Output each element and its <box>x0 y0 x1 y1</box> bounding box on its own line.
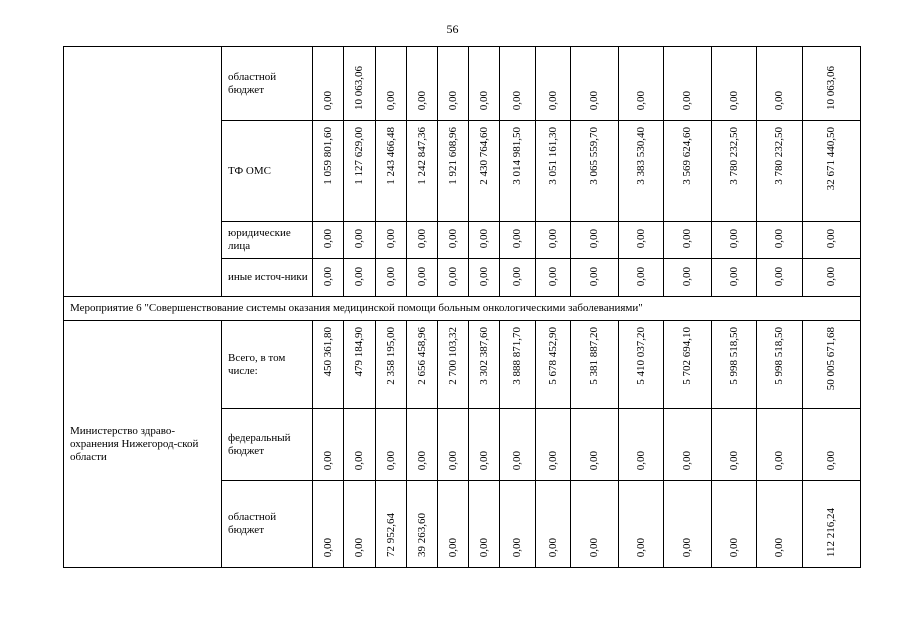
value-text: 0,00 <box>415 228 428 248</box>
value-cell <box>571 222 619 259</box>
value-cell <box>536 259 571 297</box>
value-cell <box>571 259 619 297</box>
value-cell <box>757 409 803 481</box>
value-cell <box>500 222 536 259</box>
value-text: 0,00 <box>825 228 837 248</box>
value-text: 0,00 <box>727 537 740 557</box>
value-text: 2 430 764,60 <box>477 127 490 185</box>
value-cell <box>712 47 757 121</box>
value-text: 3 051 161,30 <box>546 127 559 185</box>
value-cell <box>313 121 344 222</box>
value-text: 0,00 <box>546 228 559 248</box>
value-text: 0,00 <box>415 450 428 470</box>
value-cell <box>757 321 803 409</box>
value-cell <box>536 47 571 121</box>
value-text: 50 005 671,68 <box>825 327 837 391</box>
value-text: 0,00 <box>321 266 334 286</box>
value-cell <box>500 121 536 222</box>
value-cell <box>619 47 664 121</box>
value-text: 0,00 <box>353 228 365 248</box>
value-cell <box>500 321 536 409</box>
value-cell <box>344 222 376 259</box>
value-text: 0,00 <box>321 90 334 110</box>
value-cell <box>571 481 619 568</box>
value-cell <box>619 481 664 568</box>
value-cell <box>376 47 407 121</box>
value-text: 0,00 <box>477 228 490 248</box>
value-cell <box>500 259 536 297</box>
value-text: 0,00 <box>415 90 428 110</box>
value-cell <box>757 121 803 222</box>
value-cell <box>407 481 438 568</box>
value-text: 3 888 871,70 <box>511 327 523 385</box>
value-cell <box>344 47 376 121</box>
value-cell <box>664 259 712 297</box>
value-cell <box>313 481 344 568</box>
table-row <box>64 321 861 409</box>
value-cell <box>438 222 469 259</box>
value-text: 0,00 <box>773 450 785 470</box>
value-text: 0,00 <box>634 266 647 286</box>
value-text: 0,00 <box>511 450 523 470</box>
value-text: 0,00 <box>511 90 523 110</box>
value-text: 0,00 <box>634 228 647 248</box>
value-cell <box>469 481 500 568</box>
value-text: 1 243 466,48 <box>384 127 397 185</box>
value-text: 0,00 <box>477 537 490 557</box>
value-text: 3 569 624,60 <box>681 127 693 185</box>
value-text: 0,00 <box>353 537 365 557</box>
value-text: 10 063,06 <box>353 66 365 110</box>
value-text: 0,00 <box>321 537 334 557</box>
value-text: 2 656 458,96 <box>415 327 428 385</box>
value-cell <box>438 409 469 481</box>
value-cell <box>469 222 500 259</box>
value-text: 0,00 <box>384 450 397 470</box>
value-text: 0,00 <box>773 90 785 110</box>
value-cell <box>376 121 407 222</box>
funding-source-cell: федеральный бюджет <box>222 409 313 481</box>
funding-source-cell: иные источ-ники <box>222 259 313 297</box>
value-text: 0,00 <box>588 537 600 557</box>
value-cell <box>344 481 376 568</box>
value-text: 2 358 195,00 <box>384 327 397 385</box>
value-text: 0,00 <box>588 266 600 286</box>
value-cell <box>619 409 664 481</box>
value-cell <box>438 321 469 409</box>
value-text: 0,00 <box>681 90 693 110</box>
value-text: 5 410 037,20 <box>634 327 647 385</box>
page-number: 56 <box>446 22 459 36</box>
value-cell <box>664 47 712 121</box>
value-cell <box>712 481 757 568</box>
funding-source-cell: ТФ ОМС <box>222 121 313 222</box>
value-text: 3 780 232,50 <box>773 127 785 185</box>
value-cell <box>664 481 712 568</box>
value-text: 2 700 103,32 <box>446 327 459 385</box>
value-text: 32 671 440,50 <box>825 127 837 191</box>
value-text: 0,00 <box>446 266 459 286</box>
funding-source-cell: Всего, в том числе: <box>222 321 313 409</box>
value-text: 0,00 <box>773 228 785 248</box>
measure-row <box>64 297 861 321</box>
value-cell <box>571 409 619 481</box>
value-cell <box>313 321 344 409</box>
value-text: 3 383 530,40 <box>634 127 647 185</box>
value-text: 0,00 <box>384 90 397 110</box>
value-text: 5 998 518,50 <box>727 327 740 385</box>
value-text: 0,00 <box>511 228 523 248</box>
value-text: 0,00 <box>477 90 490 110</box>
value-text: 0,00 <box>446 450 459 470</box>
value-text: 0,00 <box>546 450 559 470</box>
value-text: 0,00 <box>681 537 693 557</box>
value-cell <box>571 121 619 222</box>
value-text: 0,00 <box>546 90 559 110</box>
value-cell <box>571 47 619 121</box>
value-cell <box>376 321 407 409</box>
value-text: 0,00 <box>634 90 647 110</box>
value-cell <box>469 259 500 297</box>
value-text: 0,00 <box>546 537 559 557</box>
value-cell <box>536 121 571 222</box>
value-text: 5 998 518,50 <box>773 327 785 385</box>
value-cell <box>438 121 469 222</box>
value-text: 0,00 <box>681 450 693 470</box>
value-cell <box>803 409 861 481</box>
value-cell <box>407 321 438 409</box>
value-text: 5 678 452,90 <box>546 327 559 385</box>
value-text: 0,00 <box>634 450 647 470</box>
value-cell <box>438 481 469 568</box>
value-text: 0,00 <box>681 228 693 248</box>
value-cell <box>803 259 861 297</box>
value-text: 0,00 <box>681 266 693 286</box>
value-cell <box>664 409 712 481</box>
value-cell <box>619 321 664 409</box>
agency-cell <box>64 47 222 297</box>
value-text: 0,00 <box>384 266 397 286</box>
funding-source-cell: областной бюджет <box>222 481 313 568</box>
value-cell <box>407 409 438 481</box>
value-cell <box>407 222 438 259</box>
value-cell <box>469 409 500 481</box>
value-text: 0,00 <box>773 266 785 286</box>
value-cell <box>344 259 376 297</box>
value-text: 3 780 232,50 <box>727 127 740 185</box>
value-text: 1 127 629,00 <box>353 127 365 185</box>
table-body <box>64 47 861 568</box>
value-cell <box>469 47 500 121</box>
funding-source-cell: юридические лица <box>222 222 313 259</box>
value-cell <box>803 481 861 568</box>
value-text: 3 302 387,60 <box>477 327 490 385</box>
value-text: 39 263,60 <box>415 513 428 557</box>
value-text: 479 184,90 <box>353 327 365 377</box>
value-cell <box>344 121 376 222</box>
value-cell <box>313 259 344 297</box>
value-cell <box>536 481 571 568</box>
value-cell <box>664 121 712 222</box>
value-cell <box>407 47 438 121</box>
table-row <box>64 47 861 121</box>
value-cell <box>619 222 664 259</box>
value-text: 1 242 847,36 <box>415 127 428 185</box>
funding-table <box>63 46 861 568</box>
value-text: 0,00 <box>446 90 459 110</box>
value-cell <box>536 321 571 409</box>
value-cell <box>712 409 757 481</box>
value-text: 0,00 <box>511 537 523 557</box>
value-text: 0,00 <box>446 228 459 248</box>
value-text: 0,00 <box>353 450 365 470</box>
value-cell <box>803 222 861 259</box>
value-cell <box>376 409 407 481</box>
value-cell <box>344 409 376 481</box>
value-cell <box>313 47 344 121</box>
value-text: 0,00 <box>727 450 740 470</box>
value-cell <box>803 47 861 121</box>
value-text: 0,00 <box>353 266 365 286</box>
value-text: 1 921 608,96 <box>446 127 459 185</box>
value-text: 0,00 <box>825 266 837 286</box>
value-cell <box>757 222 803 259</box>
value-cell <box>376 259 407 297</box>
value-cell <box>376 481 407 568</box>
value-cell <box>712 121 757 222</box>
value-text: 0,00 <box>773 537 785 557</box>
value-text: 3 065 559,70 <box>588 127 600 185</box>
value-text: 0,00 <box>477 266 490 286</box>
value-cell <box>619 121 664 222</box>
value-cell <box>438 47 469 121</box>
value-cell <box>571 321 619 409</box>
value-text: 5 702 694,10 <box>681 327 693 385</box>
value-cell <box>469 121 500 222</box>
value-cell <box>803 121 861 222</box>
value-cell <box>407 259 438 297</box>
value-text: 5 381 887,20 <box>588 327 600 385</box>
value-text: 0,00 <box>446 537 459 557</box>
value-text: 0,00 <box>321 450 334 470</box>
value-text: 1 059 801,60 <box>321 127 334 185</box>
value-cell <box>407 121 438 222</box>
value-cell <box>313 222 344 259</box>
value-text: 10 063,06 <box>825 66 837 110</box>
value-text: 72 952,64 <box>384 513 397 557</box>
value-text: 0,00 <box>477 450 490 470</box>
value-text: 0,00 <box>415 266 428 286</box>
value-text: 0,00 <box>588 450 600 470</box>
value-text: 112 216,24 <box>825 507 837 557</box>
value-cell <box>469 321 500 409</box>
value-text: 0,00 <box>511 266 523 286</box>
value-text: 0,00 <box>727 90 740 110</box>
value-text: 0,00 <box>588 228 600 248</box>
agency-cell: Министерство здраво-охранения Нижегород-ской области <box>64 321 222 568</box>
value-text: 0,00 <box>546 266 559 286</box>
value-cell <box>500 47 536 121</box>
value-text: 450 361,80 <box>321 327 334 377</box>
value-cell <box>376 222 407 259</box>
value-cell <box>313 409 344 481</box>
value-cell <box>712 222 757 259</box>
value-cell <box>757 259 803 297</box>
value-text: 0,00 <box>384 228 397 248</box>
value-cell <box>500 481 536 568</box>
value-cell <box>500 409 536 481</box>
value-cell <box>619 259 664 297</box>
value-text: 0,00 <box>727 266 740 286</box>
measure-title: Мероприятие 6 "Совершенствование системы оказания медицинской помощи больным онкологическими заболеваниями" <box>64 297 861 321</box>
value-cell <box>712 259 757 297</box>
value-cell <box>344 321 376 409</box>
value-cell <box>757 481 803 568</box>
value-cell <box>438 259 469 297</box>
value-text: 0,00 <box>825 450 837 470</box>
value-cell <box>664 222 712 259</box>
value-text: 0,00 <box>321 228 334 248</box>
value-text: 3 014 981,50 <box>511 127 523 185</box>
value-cell <box>536 222 571 259</box>
value-cell <box>712 321 757 409</box>
value-cell <box>664 321 712 409</box>
funding-source-cell: областной бюджет <box>222 47 313 121</box>
value-cell <box>536 409 571 481</box>
value-cell <box>803 321 861 409</box>
value-cell <box>757 47 803 121</box>
value-text: 0,00 <box>588 90 600 110</box>
value-text: 0,00 <box>727 228 740 248</box>
value-text: 0,00 <box>634 537 647 557</box>
